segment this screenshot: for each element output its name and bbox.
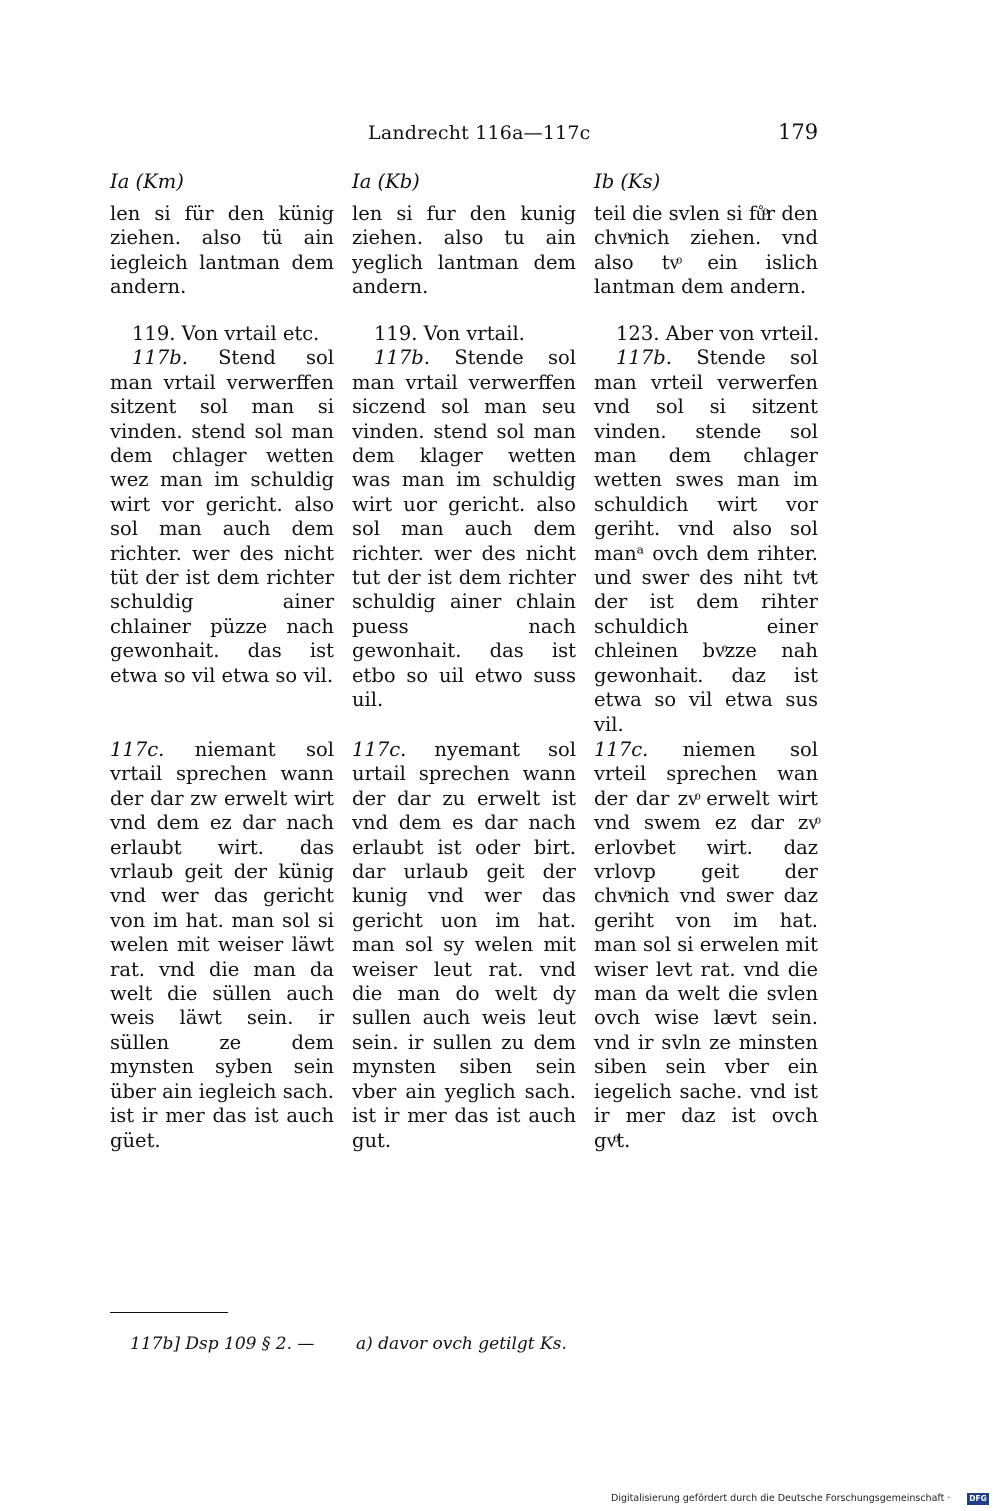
column-siglum: Ib (Ks)	[594, 170, 661, 193]
section-heading: 123. Aber von vrteil.	[616, 322, 820, 345]
page-header	[0, 122, 1000, 152]
running-title: Landrecht 116a—117c	[368, 122, 591, 144]
paragraph-117b	[110, 346, 334, 688]
section-117b	[594, 322, 818, 737]
carryover-text: len si für den künig ziehen. also tü ain iegleich lantman dem andern.	[110, 202, 334, 299]
paragraph-text: Stende sol man vrtail verwerffen siczend sol man seu vinden. stend sol man dem klager wetten was man im schuldig wirt uor gericht. also sol man auch dem richter. wer des nicht tut der ist dem richter schuldig ainer chlain puess nach gewonhait. das ist etbo so uil etwo suss uil.	[352, 346, 577, 712]
column-siglum: Ia (Kb)	[352, 170, 420, 193]
paragraph-number: 117c.	[110, 738, 165, 761]
digitization-credit: Digitalisierung gefördert durch die Deutsche Forschungsgemeinschaft ·	[611, 1493, 951, 1504]
paragraph-117c	[110, 738, 334, 1153]
section-117c	[594, 738, 818, 1153]
paragraph-number: 117b.	[616, 346, 672, 370]
footnote-variant-a: a) davor ovch getilgt Ks.	[356, 1334, 567, 1354]
footnote-divider	[110, 1312, 228, 1313]
carryover-text: len si fur den kunig ziehen. also tu ain yeglich lantman dem andern.	[352, 202, 576, 299]
dfg-logo: DFG	[967, 1493, 989, 1505]
carryover-block	[352, 202, 576, 300]
paragraph-117b	[352, 346, 576, 712]
paragraph-117c	[594, 738, 818, 1153]
section-117c	[352, 738, 576, 1153]
paragraph-text: niemant sol vrtail sprechen wann der dar zw erwelt wirt vnd dem ez dar nach erlaubt wirt. das vrlaub geit der künig vnd wer das gericht von im hat. man sol si welen mit weiser läwt rat. vnd die man da welt die süllen auch weis läwt sein. ir süllen ze dem mynsten syben sein über ain iegleich sach. ist ir mer das ist auch güet.	[110, 738, 335, 1152]
paragraph-text: Stende sol man vrteil verwerfen vnd sol si sitzent vinden. stende sol man dem chlager wetten swes man im schuldich wirt vor geriht. vnd also sol manᵃ ovch dem rihter. und swer des niht tvͦt der ist dem rihter schuldich einer chleinen bvͦzze nah gewonhait. daz ist etwa so vil etwa sus vil.	[594, 346, 819, 736]
section-117b	[110, 322, 334, 688]
paragraph-text: nyemant sol urtail sprechen wann der dar zu erwelt ist vnd dem es dar nach erlaubt ist oder birt. dar urlaub geit der kunig vnd wer das gericht uon im hat. man sol sy welen mit weiser leut rat. vnd die man do welt dy sullen auch weis leut sein. ir sullen zu dem mynsten siben sein vber ain yeglich sach. ist ir mer das ist auch gut.	[352, 738, 577, 1152]
column-siglum: Ia (Km)	[110, 170, 184, 193]
section-heading: 119. Von vrtail.	[374, 322, 525, 345]
section-117c	[110, 738, 334, 1153]
paragraph-number: 117b.	[132, 346, 188, 370]
column-ib-ks	[594, 170, 820, 1152]
paragraph-117b	[594, 346, 818, 737]
paragraph-number: 117c.	[352, 738, 407, 761]
paragraph-text: Stend sol man vrtail verwerffen sitzent sol man si vinden. stend sol man dem chlager wetten wez man im schuldig wirt vor gericht. also sol man auch dem richter. wer des nicht tüt der ist dem richter schuldig ainer chlainer püzze nach gewonhait. das ist etwa so vil etwa so vil.	[110, 346, 334, 687]
column-ia-km	[110, 170, 335, 1152]
section-117b	[352, 322, 576, 713]
page-number: 179	[778, 120, 819, 144]
paragraph-117c	[352, 738, 576, 1153]
carryover-text: teil die svlen si fůͦr den chvͦnich ziehen. vnd also tvͦ ein islich lantman dem andern.	[594, 202, 818, 299]
paragraph-text: niemen sol vrteil sprechen wan der dar zvͦ erwelt wirt vnd swem ez dar zvͦ erlovbet wirt. daz vrlovp geit der chvͦnich vnd swer daz geriht von im hat. man sol si erwelen mit wiser levt rat. vnd die man da welt die svlen ovch wise lævt sein. vnd ir svln ze minsten siben sein vber ein iegelich sache. vnd ist ir mer daz ist ovch gvͦt.	[594, 738, 818, 1152]
footnote-source-ref: 117b] Dsp 109 § 2. —	[130, 1334, 315, 1354]
paragraph-number: 117b.	[374, 346, 430, 370]
carryover-block	[594, 202, 818, 300]
column-ia-kb	[352, 170, 577, 1152]
paragraph-number: 117c.	[594, 738, 649, 761]
section-heading: 119. Von vrtail etc.	[132, 322, 320, 345]
carryover-block	[110, 202, 334, 300]
